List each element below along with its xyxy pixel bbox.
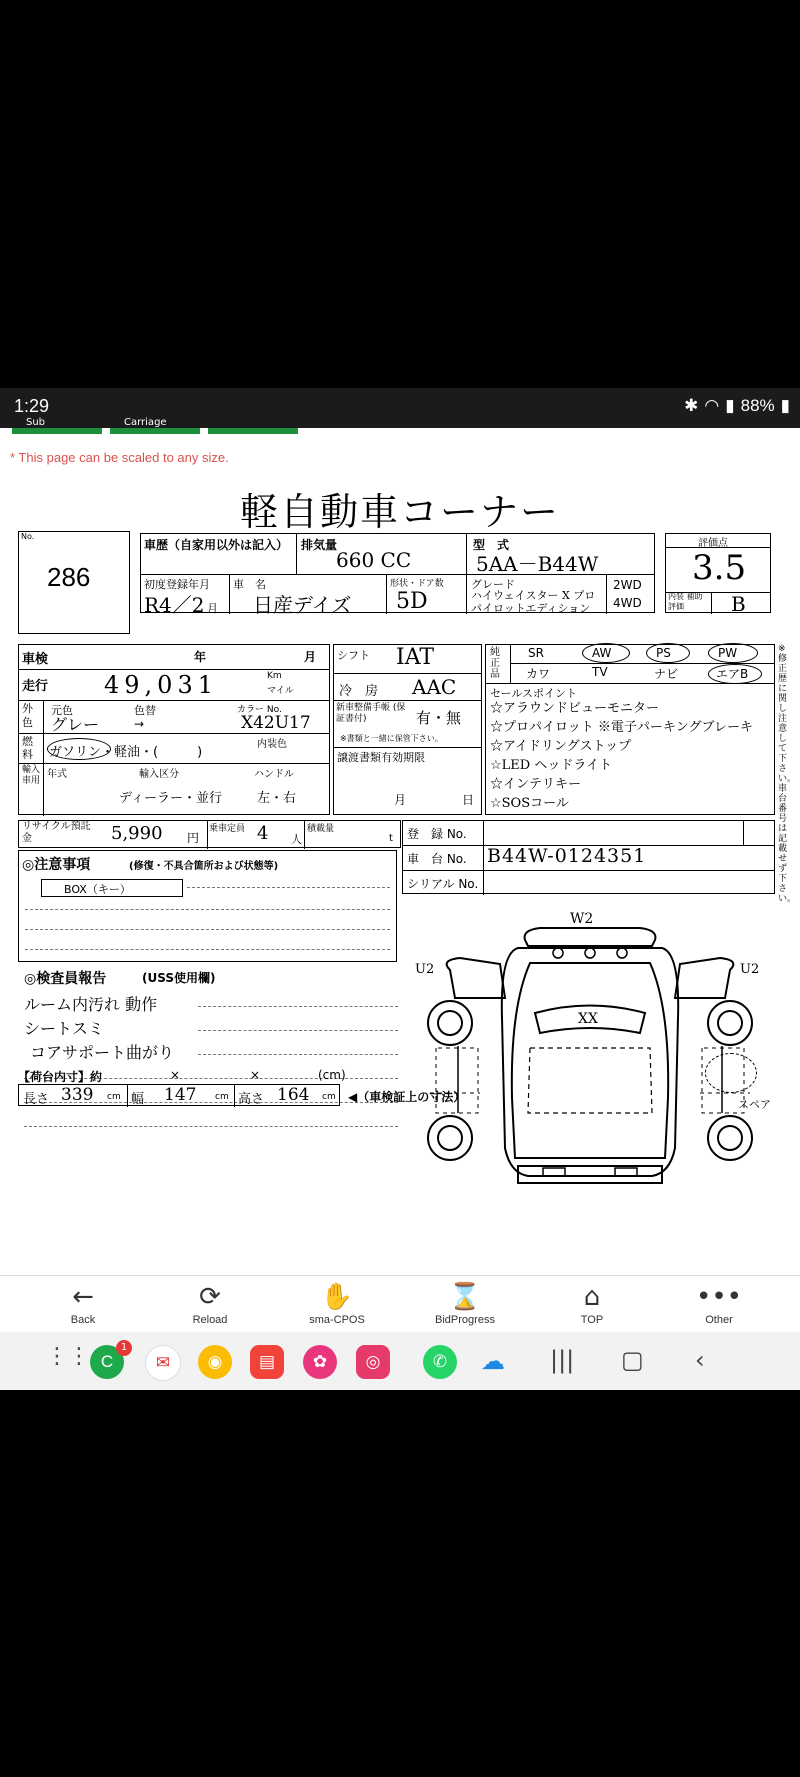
cargo-label: 【荷台内寸】約 — [18, 1070, 103, 1084]
car-name-label: 車 名 — [233, 578, 266, 591]
color-change-label: 色替 — [134, 704, 156, 717]
equipment-table — [485, 644, 775, 815]
equip-airbag: エアB — [716, 667, 749, 681]
width-value: 147 — [164, 1085, 197, 1105]
reg-no-label: 登 録 No. — [407, 827, 467, 841]
hand-icon: ✋ — [320, 1282, 354, 1312]
transfer-month: 月 — [394, 793, 407, 807]
car-damage-diagram — [400, 898, 795, 1188]
spare-tire — [705, 1053, 757, 1093]
chassis-value: B44W-0124351 — [487, 845, 647, 867]
manual-note: ※書類と一緒に保管下さい。 — [340, 734, 443, 743]
reload-icon: ⟳ — [199, 1282, 221, 1312]
ac-label: 冷 房 — [339, 684, 379, 699]
inspector-line: ルーム内汚れ 動作 — [24, 995, 158, 1014]
cargo-x2: × — [250, 1068, 261, 1082]
sales-points-label: セールスポイント — [490, 687, 578, 700]
inspection-year-label: 年 — [194, 650, 207, 664]
notes-sub: (修復・不具合箇所および状態等) — [129, 861, 279, 872]
load-label: 積載量 — [307, 824, 335, 834]
sma-cpos-button[interactable]: ✋ sma-CPOS — [282, 1276, 392, 1333]
mark-center: XX — [578, 1011, 598, 1027]
mark-front: W2 — [570, 911, 594, 927]
mile-label: マイル — [267, 686, 294, 696]
notes-app-icon[interactable]: ▤ — [250, 1345, 284, 1379]
sales-point: LED ヘッドライト — [501, 758, 612, 773]
mark-right: U2 — [740, 962, 760, 977]
displacement-label: 排気量 — [301, 538, 338, 552]
length-unit: cm — [107, 1092, 121, 1102]
import-class-value: ディーラー・並行 — [119, 791, 222, 806]
home-icon: ⌂ — [583, 1282, 601, 1312]
recents-button[interactable]: ||| — [550, 1346, 575, 1374]
lot-number: 286 — [47, 562, 91, 592]
dims-note: ◀（車検証上の寸法） — [348, 1090, 466, 1104]
ton-unit: t — [389, 833, 393, 844]
green-app-icon[interactable]: C — [90, 1345, 124, 1379]
grade-value: ハイウェイスター X プロパイロットエディション — [471, 589, 596, 615]
equip-ps: PS — [656, 646, 671, 660]
history-label: 車歴（自家用以外は記入） — [144, 538, 289, 552]
inspector-line: シートスミ — [24, 1019, 104, 1038]
grade-score-value: 3.5 — [692, 548, 747, 588]
car-name-value: 日産デイズ — [253, 593, 352, 617]
sales-point: インテリキー — [503, 777, 582, 792]
score-box — [665, 533, 771, 616]
import-label: 輸入車用 — [22, 765, 41, 786]
drive-4wd: 4WD — [613, 596, 642, 610]
chrome-icon[interactable]: ◉ — [198, 1345, 232, 1379]
more-icon: ••• — [695, 1282, 742, 1312]
first-reg-label: 初度登録年月 — [144, 578, 210, 591]
back-nav-button[interactable]: ‹ — [695, 1346, 705, 1374]
app-nav-bar — [0, 1275, 800, 1333]
doors-label: 形状・ドア数 — [390, 579, 444, 589]
inspector-label: ◎検査員報告 — [24, 971, 107, 987]
signal-icon: ▮ — [725, 396, 735, 415]
tab-carriage[interactable]: Carriage — [110, 428, 200, 434]
height-label: 高さ — [238, 1092, 265, 1107]
chassis-label: 車 台 No. — [407, 852, 467, 866]
model-value: 5AA－B44W — [476, 552, 599, 576]
equip-aw: AW — [592, 646, 612, 660]
width-unit: cm — [215, 1092, 229, 1102]
lot-box — [18, 531, 130, 634]
status-bar — [0, 388, 800, 428]
back-button[interactable]: ← Back — [28, 1276, 138, 1333]
shift-label: シフト — [337, 649, 370, 662]
sheet-title: 軽自動車コーナー — [239, 490, 560, 534]
android-taskbar — [0, 1332, 800, 1390]
scale-note: * This page can be scaled to any size. — [10, 450, 229, 465]
app-drawer-icon[interactable]: ⋮⋮ — [46, 1344, 90, 1369]
inspector-sub: (USS使用欄) — [142, 971, 216, 985]
middle-table — [333, 644, 482, 815]
back-arrow-icon: ← — [72, 1282, 94, 1312]
person-unit: 人 — [291, 833, 302, 846]
equip-tv: TV — [592, 665, 608, 679]
mileage-label: 走行 — [22, 679, 49, 694]
notification-badge: 1 — [116, 1340, 132, 1356]
manual-value: 有・無 — [416, 709, 462, 727]
spare-label: スペア — [738, 1098, 771, 1111]
grade-label: グレード — [471, 578, 515, 591]
other-button[interactable]: ••• Other — [664, 1276, 774, 1333]
battery-percent: 88% — [740, 396, 775, 415]
inspection-label: 車検 — [22, 652, 49, 667]
orig-color-sub: 元色 — [51, 704, 73, 717]
sales-points-list: ☆アラウンドビューモニター ☆プロパイロット ※電子パーキングブレーキ ☆アイドリングストップ ☆LED ヘッドライト ☆インテリキー ☆SOSコール — [490, 701, 753, 811]
status-time: 1:29 — [14, 396, 50, 416]
bluetooth-icon: ✱ — [684, 396, 699, 415]
serial-label: シリアル No. — [407, 877, 479, 891]
drive-2wd: 2WD — [613, 578, 642, 592]
home-button[interactable]: ▢ — [621, 1346, 644, 1374]
handle-label: ハンドル — [254, 769, 294, 780]
first-reg-month-unit: 月 — [207, 602, 218, 615]
top-button[interactable]: ⌂ TOP — [537, 1276, 647, 1333]
page-content — [0, 417, 800, 1275]
inspector-line: コアサポート曲がり — [30, 1043, 175, 1062]
yen-unit: 円 — [187, 831, 200, 845]
equip-navi: ナビ — [654, 667, 679, 681]
reload-button[interactable]: ⟳ Reload — [155, 1276, 265, 1333]
recycle-value: 5,990 — [111, 823, 163, 844]
inspection-month-label: 月 — [304, 650, 317, 664]
transfer-label: 譲渡書類有効期限 — [337, 751, 425, 764]
mail-icon[interactable]: ✉ — [145, 1345, 181, 1381]
import-class-label: 輸入区分 — [139, 769, 179, 780]
cloud-icon[interactable]: ☁ — [481, 1348, 505, 1375]
recycle-row — [18, 820, 401, 848]
side-note: ※修正歴に関し注意して下さい。車台番号は記載せず下さい。 — [778, 644, 797, 904]
cargo-unit: (cm) — [318, 1068, 346, 1082]
wifi-icon: ◠ — [704, 396, 720, 415]
length-label: 長さ — [23, 1092, 50, 1107]
shift-value: IAT — [396, 645, 435, 670]
fuel-circle — [47, 738, 111, 760]
import-year-label: 年式 — [47, 769, 67, 780]
tab-sub[interactable]: Sub — [12, 428, 102, 434]
model-label: 型 式 — [473, 538, 510, 552]
width-label: 幅 — [131, 1092, 145, 1107]
battery-icon: ▮ — [780, 396, 790, 415]
first-reg-value: R4／2 — [144, 593, 205, 617]
manual-label: 新車整備手帳 (保証書付) — [336, 703, 406, 724]
status-icons — [684, 396, 790, 416]
displacement-value: 660 CC — [336, 548, 412, 572]
interior-color-label: 内装色 — [257, 739, 287, 750]
interior-score-value: B — [731, 592, 746, 616]
mark-left: U2 — [415, 962, 435, 977]
tab-third[interactable] — [208, 428, 298, 434]
fuel-value: ガソリン・軽油・( ) — [49, 745, 203, 760]
equip-leather: カワ — [526, 667, 551, 681]
vehicle-info-box — [140, 533, 655, 617]
sales-point: アイドリングストップ — [503, 739, 632, 754]
capacity-value: 4 — [257, 823, 269, 844]
equip-sr: SR — [528, 646, 544, 660]
handle-value: 左・右 — [257, 791, 297, 806]
equip-label: 純正品 — [490, 647, 500, 680]
notes-label: ◎注意事項 — [22, 857, 91, 873]
length-value: 339 — [61, 1085, 94, 1105]
cargo-x1: × — [170, 1068, 181, 1082]
doors-value: 5D — [396, 589, 428, 614]
camera-app-icon[interactable]: ◎ — [356, 1345, 390, 1379]
hourglass-icon: ⌛ — [448, 1282, 482, 1312]
lot-no-label: No. — [21, 532, 35, 541]
box-key: BOX（キー） — [41, 879, 183, 897]
sales-point: SOSコール — [501, 796, 569, 811]
height-unit: cm — [322, 1092, 336, 1102]
km-label: Km — [267, 671, 282, 681]
ac-value: AAC — [412, 675, 457, 699]
mileage-value: 49,031 — [104, 671, 218, 699]
left-table — [18, 644, 330, 815]
interior-score-label: 内装 補助評価 — [668, 592, 703, 611]
inspector-report — [18, 966, 398, 1141]
flower-app-icon[interactable]: ✿ — [303, 1345, 337, 1379]
registration-table — [402, 820, 775, 894]
color-change-value: → — [134, 717, 145, 731]
orig-color-value: グレー — [51, 715, 100, 734]
grade-score-label: 評価点 — [698, 538, 728, 549]
outer-color-label: 外色 — [22, 702, 33, 729]
sales-point: プロパイロット ※電子パーキングブレーキ — [503, 720, 753, 735]
whatsapp-icon[interactable]: ✆ — [423, 1345, 457, 1379]
dimensions-row — [18, 1084, 340, 1106]
notes-box — [18, 850, 397, 962]
capacity-label: 乗車定員 — [209, 824, 246, 834]
color-no-label: カラー No. — [237, 705, 282, 715]
equip-pw: PW — [718, 646, 738, 660]
color-no-value: X42U17 — [241, 713, 311, 733]
bid-progress-button[interactable]: ⌛ BidProgress — [410, 1276, 520, 1333]
recycle-label: リサイクル預託金 — [22, 821, 91, 844]
height-value: 164 — [277, 1085, 310, 1105]
fuel-label: 燃料 — [22, 735, 33, 761]
transfer-day: 日 — [462, 793, 475, 807]
sales-point: アラウンドビューモニター — [503, 701, 660, 716]
